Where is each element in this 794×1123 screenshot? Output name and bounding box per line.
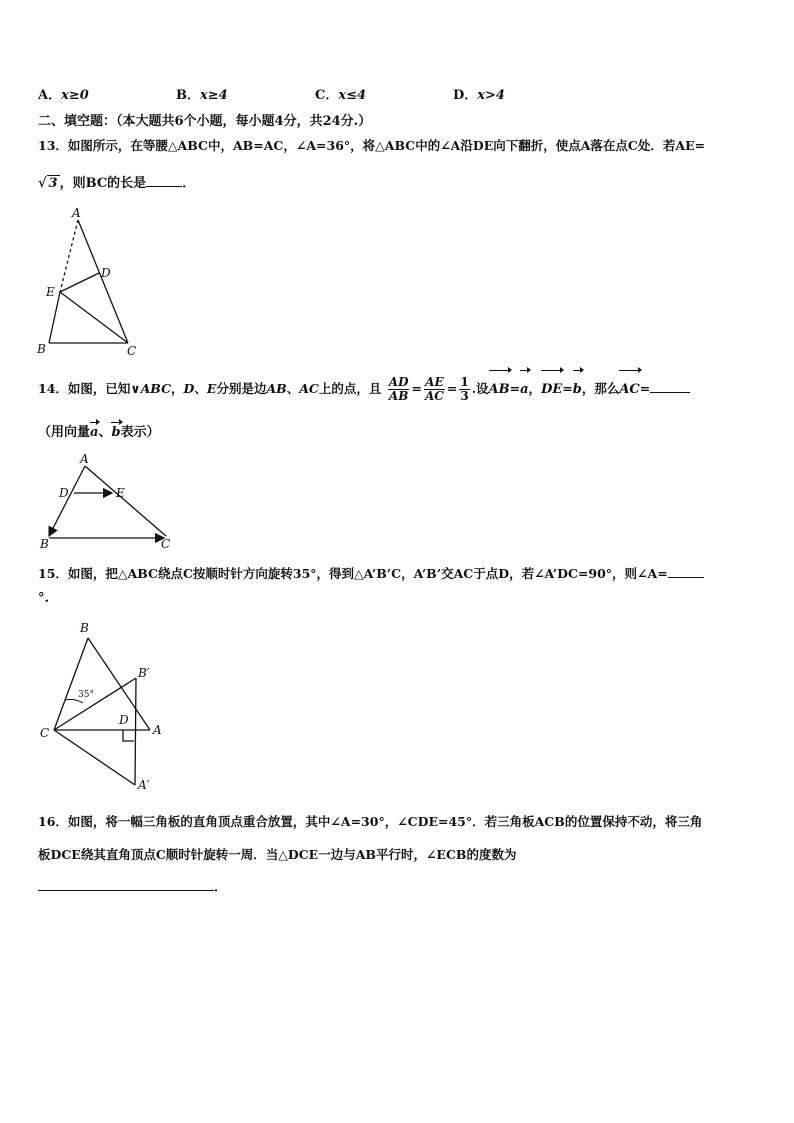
- q13-answer-blank[interactable]: [146, 174, 182, 187]
- q13-label-b: B: [37, 342, 46, 356]
- q15-figure: [34, 620, 174, 796]
- choice-b: B．x≥4: [176, 88, 228, 103]
- q15-label-ap: A′: [138, 778, 150, 792]
- q14-answer-blank[interactable]: [650, 380, 690, 393]
- q14-figure: [32, 452, 182, 554]
- q15-side-bc: [54, 638, 88, 730]
- vector-ac: AC: [619, 369, 639, 407]
- q16-line1: 16．如图，将一幅三角板的直角顶点重合放置，其中∠A=30°，∠CDE=45°．若三角板ACB的位置保持不动，将三角: [38, 814, 703, 829]
- q13-figure: [30, 205, 150, 360]
- q15-label-bp: B′: [138, 666, 150, 680]
- q13-label-a: A: [72, 206, 81, 220]
- choice-d: D．x>4: [453, 88, 505, 103]
- q15-label-b: B: [80, 621, 89, 635]
- q13-line1: 13．如图所示，在等腰△ABC中，AB=AC，∠A=36°，将△ABC中的∠A沿DE向下翻折，使点A落在点C处．若AE=: [38, 138, 706, 153]
- q14-label-a: A: [80, 452, 89, 466]
- q13-dashed-ae: [60, 220, 78, 292]
- q15-right-angle-mark: [123, 730, 134, 741]
- q16-line3: ．: [38, 876, 227, 895]
- vector-a-ref: a: [90, 421, 98, 440]
- q14-side-ac: [85, 466, 166, 536]
- q14-label-b: B: [40, 537, 49, 551]
- q15-angle-label: 35°: [78, 690, 94, 700]
- section-title: 二、填空题：（本大题共6个小题，每小题4分，共24分.）: [38, 114, 372, 129]
- q13-side-eb: [49, 292, 60, 343]
- vector-a: a: [520, 369, 528, 407]
- q15-label-c: C: [40, 726, 50, 740]
- q15-label-d: D: [119, 713, 129, 727]
- vector-b: b: [573, 369, 582, 407]
- q16-line2: 板DCE绕其直角顶点C顺时针旋转一周．当△DCE一边与AB平行时，∠ECB的度数为: [38, 847, 517, 862]
- fraction-one-third: $\frac{1}{3}$: [460, 375, 469, 403]
- q14-label-c: C: [161, 537, 171, 551]
- vector-de: DE: [541, 369, 562, 407]
- q14-line2: （用向量a、b表示）: [38, 421, 160, 440]
- choice-a: A．x≥0: [38, 88, 89, 103]
- q13-line2: √ 3 ，则BC的长是 ．: [38, 176, 196, 191]
- choice-c: C．x≤4: [315, 88, 367, 103]
- q15-answer-blank[interactable]: [668, 565, 704, 578]
- q13-fold-de: [60, 273, 99, 292]
- q15-side-bpap: [135, 678, 136, 785]
- fraction-ae-ac: $\frac{AE}{AC}$: [424, 375, 444, 403]
- q13-label-d: D: [101, 266, 111, 280]
- q14-line1: 14．如图，已知∨ABC，D、E分别是边AB、AC上的点，且 $\frac{AD}{AB}$ = $\frac{AE}{AC}$ = $\frac{1}{3}$ .设AB=a，DE=b，那么AC=: [38, 369, 690, 407]
- fraction-ad-ab: $\frac{AD}{AB}$: [388, 375, 409, 403]
- q14-label-e: E: [116, 486, 125, 500]
- q14-label-d: D: [59, 486, 69, 500]
- q15-label-a: A: [153, 723, 162, 737]
- q15-line2: °.: [38, 591, 50, 606]
- q16-answer-blank[interactable]: [38, 878, 214, 891]
- q13-label-e: E: [46, 285, 55, 299]
- q13-label-c: C: [127, 344, 137, 358]
- vector-ab: AB: [489, 369, 510, 407]
- vector-b-ref: b: [111, 421, 120, 440]
- q14-vector-ab: [49, 466, 85, 536]
- q15-line1: 15．如图，把△ABC绕点C按顺时针方向旋转35°，得到△A’B’C，A’B’交AC于点D，若∠A’DC=90°，则∠A=: [38, 564, 704, 582]
- sqrt-expression: √ 3: [38, 176, 58, 191]
